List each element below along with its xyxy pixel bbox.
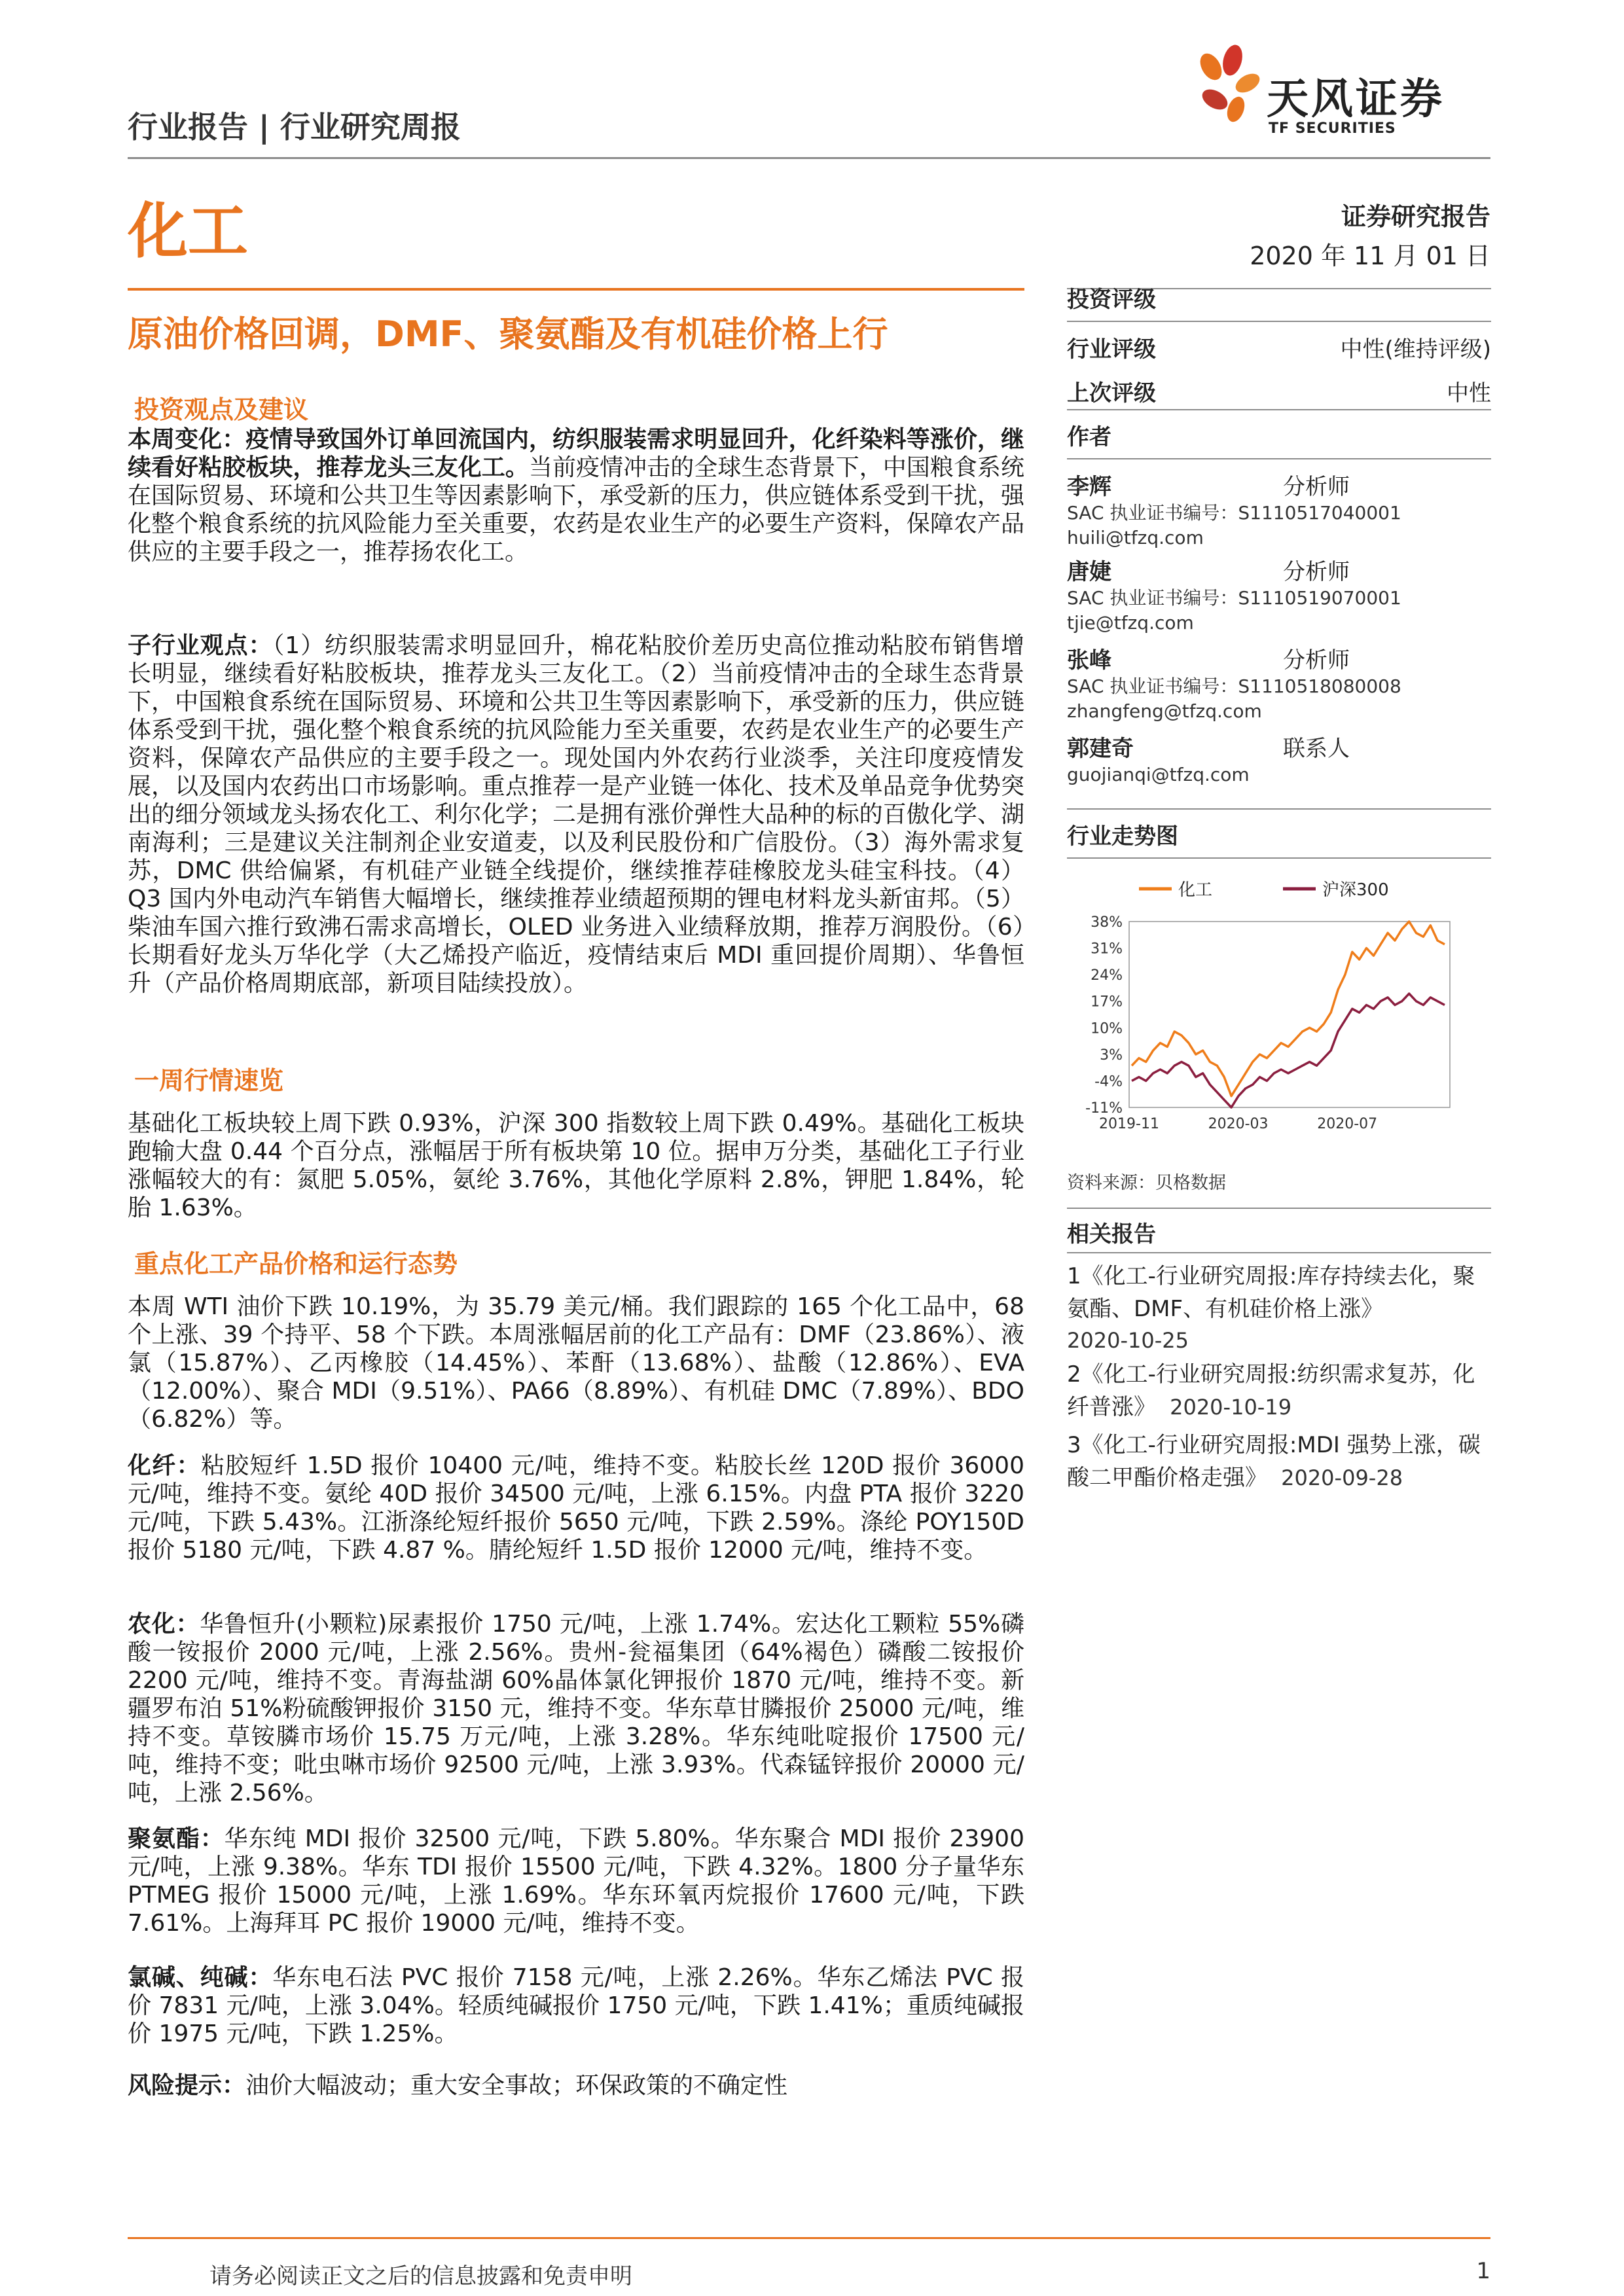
paragraph-lead: 本周变化：疫情导致国外订单回流国内，纺织服装需求明显回升，化纤染料等涨价，继续看好粘胶板块，推荐龙头三友化工。 (128, 426, 1024, 481)
x-tick-label: 2019-11 (1099, 1116, 1159, 1132)
related-report-title[interactable]: 3《化工-行业研究周报:MDI 强势上涨，碳酸二甲酯价格走强》 (1067, 1432, 1481, 1491)
paragraph-text: 华鲁恒升(小颗粒)尿素报价 1750 元/吨，上涨 1.74%。宏达化工颗粒 55%磷酸一铵报价 2000 元/吨，上涨 2.56%。贵州-瓮福集团（64%褐色）磷酸二铵报价 2200 元/吨，维持不变。青海盐湖 60%晶体氯化钾报价 1870 元/吨，维持不变。新疆罗布泊 51%粉硫酸钾报价 3150 元，维持不变。华东草甘膦报价 25000 元/吨，维持不变。草铵膦市场价 15.75 万元/吨，上涨 3.28%。华东纯吡啶报价 17500 元/吨，维持不变；吡虫啉市场价 92500 元/吨，上涨 3.93%。代森锰锌报价 20000 元/吨，上涨 2.56%。 (128, 1611, 1024, 1806)
section-heading-views: 投资观点及建议 (134, 395, 309, 424)
rating-heading: 投资评级 (1067, 287, 1156, 313)
paragraph-agrochemical (128, 1610, 1024, 1807)
author-cert: SAC 执业证书编号：S1110518080008 (1067, 675, 1401, 697)
related-reports-section (1067, 1216, 1491, 1494)
authors-top-rule (1067, 409, 1491, 410)
paragraph-lead: 子行业观点： (128, 632, 273, 659)
paragraph-lead: 聚氨酯： (128, 1825, 225, 1852)
authors-divider (1067, 458, 1491, 459)
paragraph-text: 粘胶短纤 1.5D 报价 10400 元/吨，维持不变。粘胶长丝 120D 报价 36000 元/吨，维持不变。氨纶 40D 报价 34500 元/吨，上涨 6.15%。内盘 PTA 报价 3220 元/吨，下跌 5.43%。江浙涤纶短纤报价 5650 元/吨，下跌 2.59%。涤纶 POY150D 报价 5180 元/吨，下跌 4.87 %。腈纶短纤 1.5D 报价 12000 元/吨，维持不变。 (128, 1452, 1024, 1564)
author-email[interactable]: tjie@tfzq.com (1067, 612, 1194, 634)
y-tick-label: 31% (1091, 941, 1123, 958)
rating-value: 中性 (1447, 380, 1491, 406)
paragraph-text: 华东纯 MDI 报价 32500 元/吨，下跌 5.80%。华东聚合 MDI 报价 23900 元/吨，上涨 9.38%。华东 TDI 报价 15500 元/吨，下跌 4.32%。1800 分子量华东 PTMEG 报价 15000 元/吨，上涨 1.69%。华东环氧丙烷报价 17600 元/吨，下跌 7.61%。上海拜耳 PC 报价 19000 元/吨，维持不变。 (128, 1825, 1024, 1937)
paragraph-lead: 化纤： (128, 1452, 201, 1479)
chart-source: 资料来源：贝格数据 (1067, 1173, 1226, 1193)
trend-heading: 行业走势图 (1067, 823, 1178, 850)
chart-lines (1132, 922, 1445, 1107)
related-top-rule (1067, 1208, 1491, 1209)
author-role: 分析师 (1283, 647, 1350, 673)
report-date: 2020 年 11 月 01 日 (1250, 242, 1490, 270)
author-name: 李辉 (1067, 474, 1111, 500)
rating-row (1067, 375, 1491, 407)
author-entry (1067, 554, 1491, 642)
rating-divider (1067, 321, 1491, 322)
logo-subtext: TF SECURITIES (1269, 120, 1396, 137)
rating-label: 行业评级 (1067, 336, 1156, 363)
author-role: 分析师 (1283, 559, 1350, 585)
paragraph-chlor-alkali (128, 1964, 1024, 2048)
paragraph-lead: 风险提示： (128, 2072, 246, 2099)
logo-mark (1197, 41, 1262, 139)
rating-label: 上次评级 (1067, 380, 1156, 406)
y-tick-label: 10% (1091, 1020, 1123, 1037)
related-report-title[interactable]: 2《化工-行业研究周报:纺织需求复苏，化纤普涨》 (1067, 1361, 1475, 1420)
paragraph-text: 油价大幅波动；重大安全事故；环保政策的不确定性 (245, 2072, 788, 2099)
paragraph-weekly-change (128, 425, 1024, 566)
series-line-1 (1132, 922, 1445, 1096)
trend-section (1067, 818, 1491, 859)
rating-value: 中性(维持评级) (1340, 336, 1491, 363)
paragraph-text: （1）纺织服装需求明显回升，棉花粘胶价差历史高位推动粘胶布销售增长明显，继续看好粘胶板块，推荐龙头三友化工。（2）当前疫情冲击的全球生态背景下，中国粮食系统在国际贸易、环境和公共卫生等因素影响下，承受新的压力，供应链体系受到干扰，强化整个粮食系统的抗风险能力至关重要，农药是农业生产的必要生产资料，保障农产品供应的主要手段之一。现处国内外农药行业淡季，关注印度疫情发展，以及国内农药出口市场影响。重点推荐一是产业链一体化、技术及单品竞争优势突出的细分领域龙头扬农化工、利尔化学；二是拥有涨价弹性大品种的标的百傲化学、湖南海利；三是建议关注制剂企业安道麦，以及利民股份和广信股份。（3）海外需求复苏，DMC 供给偏紧，有机硅产业链全线提价，继续推荐硅橡胶龙头硅宝科技。（4）Q3 国内外电动汽车销售大幅增长，继续推荐业绩超预期的锂电材料龙头新宙邦。（5）柴油车国六推行致沸石需求高增长，OLED 业务进入业绩释放期，推荐万润股份。（6）长期看好龙头万华化学（大乙烯投产临近，疫情结束后 MDI 重回提价周期）、华鲁恒升（产品价格周期底部，新项目陆续投放）。 (128, 632, 1024, 997)
author-name: 张峰 (1067, 647, 1111, 673)
author-email[interactable]: zhangfeng@tfzq.com (1067, 700, 1262, 722)
footer-rule (128, 2237, 1490, 2239)
sector-title: 化工 (128, 196, 249, 266)
author-email[interactable]: guojianqi@tfzq.com (1067, 764, 1250, 785)
related-report-date: 2020-10-25 (1067, 1328, 1189, 1353)
paragraph-text: 本周 WTI 油价下跌 10.19%，为 35.79 美元/桶。我们跟踪的 165 个化工品中，68 个上涨、39 个持平、58 个下跌。本周涨幅居前的化工产品有：DMF（23.86%）、液氯（15.87%）、乙丙橡胶（14.45%）、苯酐（13.68%）、盐酸（12.86%）、EVA（12.00%）、聚合 MDI（9.51%）、PA66（8.89%）、有机硅 DMC（7.89%）、BDO（6.82%）等。 (128, 1293, 1024, 1433)
author-name: 唐婕 (1067, 559, 1111, 585)
series-line-2 (1132, 994, 1445, 1107)
paragraph-lead: 氯碱、纯碱： (128, 1964, 273, 1991)
rating-section (1067, 275, 1491, 407)
related-heading: 相关报告 (1067, 1221, 1156, 1247)
related-report-date: 2020-09-28 (1281, 1465, 1403, 1490)
y-tick-label: 24% (1091, 967, 1123, 984)
trend-top-rule (1067, 808, 1491, 810)
header-divider (128, 157, 1490, 159)
author-cert: SAC 执业证书编号：S1110519070001 (1067, 587, 1401, 609)
related-report-item[interactable] (1067, 1429, 1491, 1494)
industry-trend-chart (1067, 864, 1491, 1152)
y-tick-label: -4% (1094, 1073, 1123, 1090)
report-type: 行业报告 | 行业研究周报 (128, 109, 461, 145)
legend-label-series-2: 沪深300 (1322, 880, 1389, 900)
logo-text: 天风证券 (1267, 75, 1445, 124)
related-report-title[interactable]: 1《化工-行业研究周报:库存持续去化，聚氨酯、DMF、有机硅价格上涨》 (1067, 1263, 1475, 1322)
paragraph-subsector-views (128, 632, 1024, 997)
author-entry (1067, 730, 1491, 796)
paragraph-text: 当前疫情冲击的全球生态背景下，中国粮食系统在国际贸易、环境和公共卫生等因素影响下，承受新的压力，供应链体系受到干扰，强化整个粮食系统的抗风险能力至关重要，农药是农业生产的必要生产资料，保障农产品供应的主要手段之一，推荐扬农化工。 (128, 454, 1024, 565)
paragraph-chemical-fiber (128, 1452, 1024, 1564)
related-report-item[interactable] (1067, 1358, 1491, 1424)
author-email[interactable]: huili@tfzq.com (1067, 527, 1204, 548)
paragraph-text: 华东电石法 PVC 报价 7158 元/吨，上涨 2.26%。华东乙烯法 PVC 报价 7831 元/吨，上涨 3.04%。轻质纯碱报价 1750 元/吨，下跌 1.41%；重质纯碱报价 1975 元/吨，下跌 1.25%。 (128, 1964, 1024, 2047)
paragraph-polyurethane (128, 1825, 1024, 1937)
chart-axes (1085, 914, 1450, 1132)
author-entry (1067, 642, 1491, 730)
chart-legend (1139, 880, 1389, 900)
author-role: 联系人 (1283, 736, 1350, 762)
author-entry (1067, 469, 1491, 554)
x-tick-label: 2020-03 (1208, 1116, 1269, 1132)
paragraph-lead: 农化： (128, 1611, 200, 1638)
y-tick-label: 3% (1100, 1047, 1123, 1064)
footer-disclaimer: 请务必阅读正文之后的信息披露和免责申明 (209, 2263, 632, 2289)
related-divider (1067, 1252, 1491, 1253)
paragraph-weekly-market (128, 1109, 1024, 1222)
rating-row (1067, 331, 1491, 363)
related-report-item[interactable] (1067, 1260, 1491, 1353)
paragraph-text: 基础化工板块较上周下跌 0.93%，沪深 300 指数较上周下跌 0.49%。基础化工板块跑输大盘 0.44 个百分点，涨幅居于所有板块第 10 位。据申万分类，基础化工子行业涨幅较大的有：氮肥 5.05%，氨纶 3.76%，其他化学原料 2.8%，钾肥 1.84%，轮胎 1.63%。 (128, 1110, 1024, 1221)
y-tick-label: -11% (1085, 1100, 1123, 1117)
trend-divider (1067, 857, 1491, 859)
author-cert: SAC 执业证书编号：S1110517040001 (1067, 502, 1401, 524)
page-number: 1 (1476, 2258, 1490, 2284)
authors-section (1067, 419, 1491, 796)
chart-svg (1067, 864, 1491, 1152)
authors-heading: 作者 (1067, 424, 1111, 450)
paragraph-risk (128, 2072, 1024, 2100)
related-report-date: 2020-10-19 (1170, 1395, 1292, 1420)
title-rule (128, 288, 1024, 291)
author-role: 分析师 (1283, 474, 1350, 500)
legend-label-series-1: 化工 (1178, 880, 1213, 900)
section-heading-weekly: 一周行情速览 (134, 1066, 284, 1095)
report-title: 原油价格回调，DMF、聚氨酯及有机硅价格上行 (128, 314, 888, 355)
document-type: 证券研究报告 (1341, 202, 1490, 231)
plot-frame (1129, 922, 1450, 1107)
author-name: 郭建奇 (1067, 736, 1134, 762)
y-tick-label: 38% (1091, 914, 1123, 931)
x-tick-label: 2020-07 (1317, 1116, 1378, 1132)
paragraph-price-overview (128, 1293, 1024, 1433)
y-tick-label: 17% (1091, 994, 1123, 1011)
section-heading-prices: 重点化工产品价格和运行态势 (134, 1249, 458, 1278)
